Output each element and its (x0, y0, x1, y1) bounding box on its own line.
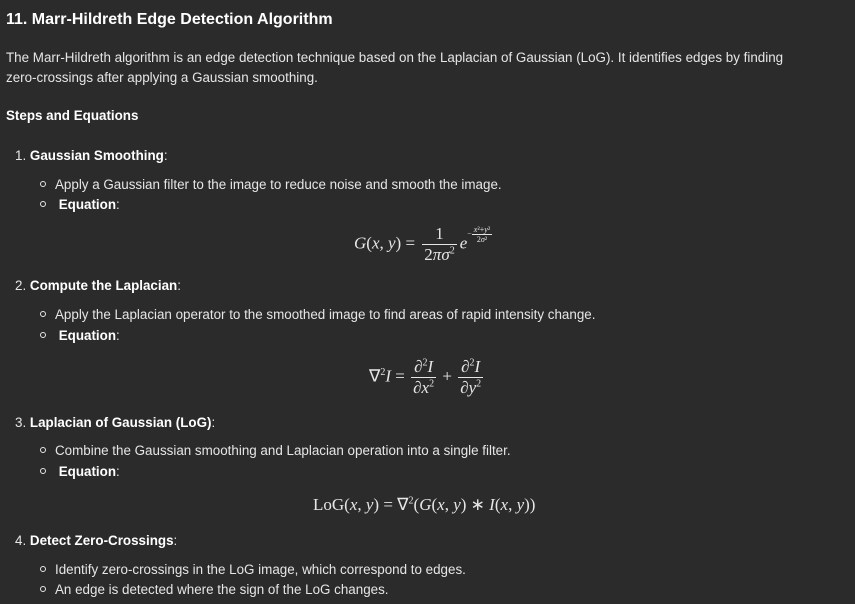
step-1-bullet: Apply a Gaussian filter to the image to reduce noise and smooth the image. (40, 177, 502, 192)
step-number: 1. (15, 148, 27, 163)
step-1-equation: G(x, y) = $\frac{1}{2\pi\sigma^2}$ $e^{- \frac{\text{x²+y²}}{\text{2σ²}}}$ (354, 224, 491, 264)
step-1-equation-label: Equation: (40, 197, 120, 212)
step-number: 3. (15, 415, 27, 430)
step-name: Compute the Laplacian (29, 278, 178, 293)
step-3-bullet: Combine the Gaussian smoothing and Laplacian operation into a single filter. (40, 443, 511, 458)
step-4-bullet: An edge is detected where the sign of the LoG changes. (40, 582, 389, 597)
equation-label-text: Equation (58, 328, 117, 343)
step-name: Laplacian of Gaussian (LoG) (29, 415, 212, 430)
step-1: 1. Gaussian Smoothing: (15, 148, 168, 163)
step-name: Gaussian Smoothing (29, 148, 164, 163)
step-2-equation: ∇$^2$I = $\frac{\partial^2I}{\partial x^2}$ + $\frac{\partial^2I}{\partial y^2}$ (369, 357, 482, 397)
intro-paragraph: The Marr-Hildreth algorithm is an edge detection technique based on the Laplacian of Gaussian (LoG). It identifies edges by finding zero-crossings after applying a Gaussian smoothing. (6, 50, 784, 85)
step-2-equation-label: Equation: (40, 328, 120, 343)
step-4-bullet: Identify zero-crossings in the LoG image, which correspond to edges. (40, 562, 466, 577)
equation-label-text: Equation (58, 464, 117, 479)
step-2-bullet: Apply the Laplacian operator to the smoothed image to find areas of rapid intensity change. (40, 307, 595, 322)
step-number: 4. (15, 533, 27, 548)
step-number: 2. (15, 278, 27, 293)
step-3-equation: LoG(x, y) = ∇$^2$(G(x, y) ∗ I(x, y)) (313, 495, 536, 514)
step-name: Detect Zero-Crossings (29, 533, 174, 548)
step-3: 3. Laplacian of Gaussian (LoG): (15, 415, 216, 430)
step-4: 4. Detect Zero-Crossings: (15, 533, 178, 548)
page-title: 11. Marr-Hildreth Edge Detection Algorithm (6, 11, 333, 28)
steps-heading: Steps and Equations (6, 108, 139, 123)
step-3-equation-label: Equation: (40, 464, 120, 479)
equation-label-text: Equation (58, 197, 117, 212)
step-2: 2. Compute the Laplacian: (15, 278, 181, 293)
